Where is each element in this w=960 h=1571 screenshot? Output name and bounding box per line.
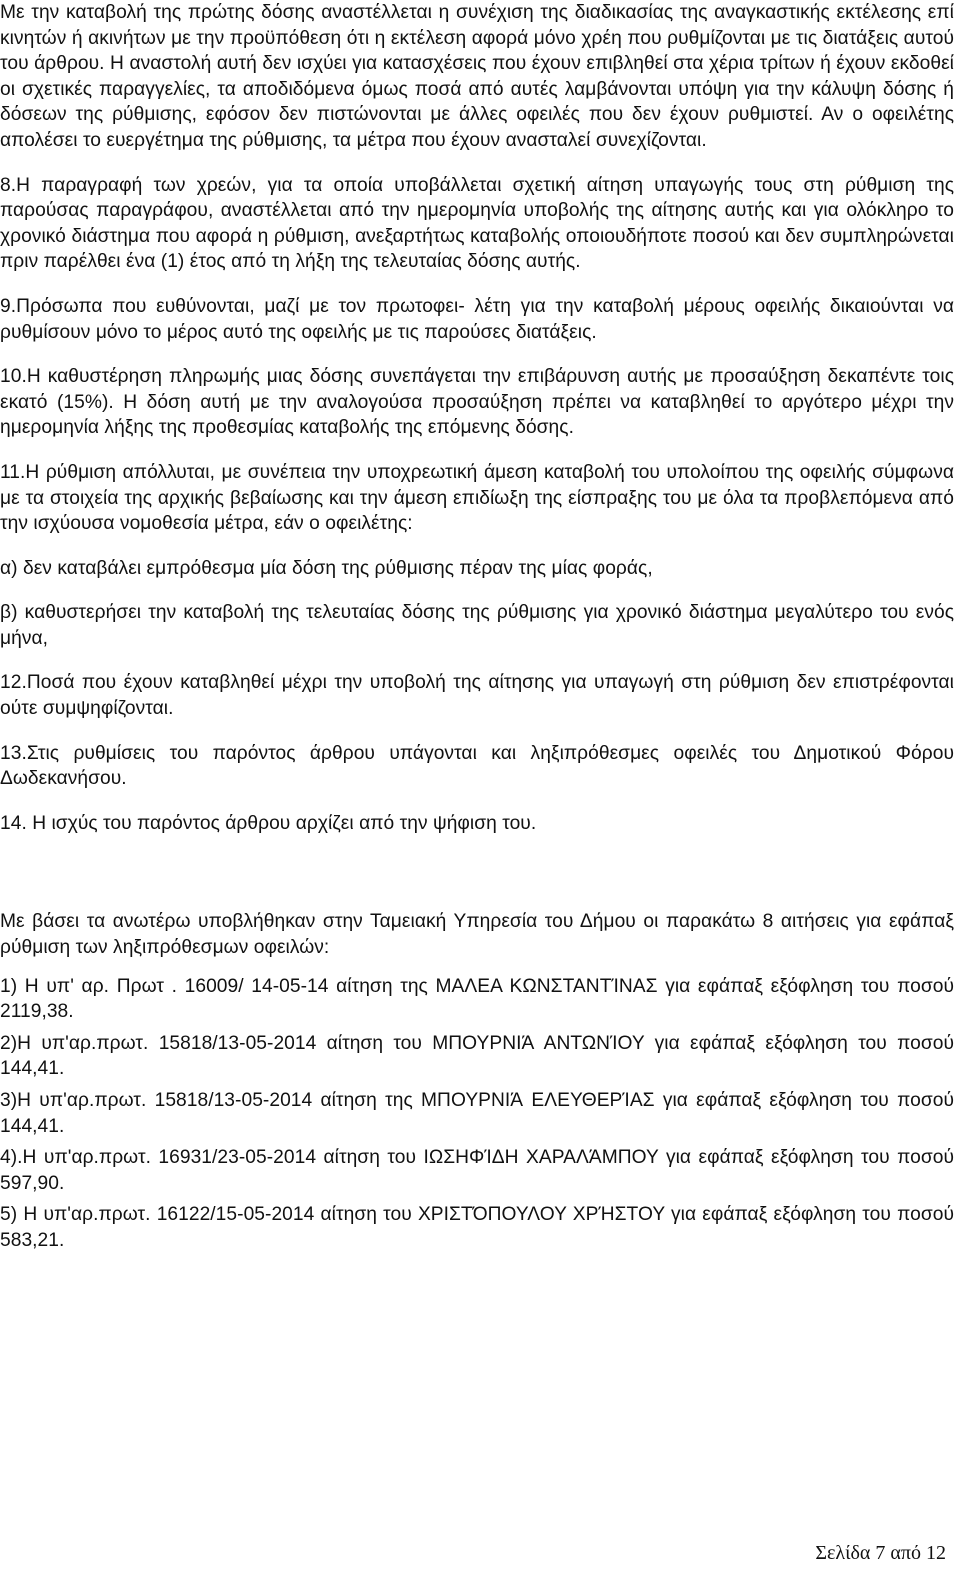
request-item: 1) Η υπ' αρ. Πρωτ . 16009/ 14-05-14 αίτηση της ΜΑΛΕΑ ΚΩΝΣΤΑΝΤΊΝΑΣ για εφάπαξ εξόφληση του ποσού 2119,38. [0, 975, 954, 1023]
paragraph-12: 12.Ποσά που έχουν καταβληθεί μέχρι την υποβολή της αίτησης για υπαγωγή στη ρύθμιση δεν επιστρέφονται ούτε συμψηφίζονται. [0, 672, 954, 720]
request-item: 4).Η υπ'αρ.πρωτ. 16931/23-05-2014 αίτηση του ΙΩΣΗΦΊΔΗ ΧΑΡΑΛΆΜΠΟΥ για εφάπαξ εξόφληση του ποσού 597,90. [0, 1147, 954, 1194]
request-item: 2)Η υπ'αρ.πρωτ. 15818/13-05-2014 αίτηση του ΜΠΟΥΡΝΙΆ ΑΝΤΩΝΊΟΥ για εφάπαξ εξόφληση του ποσού 144,41. [0, 1032, 954, 1080]
paragraph-10: 10.Η καθυστέρηση πληρωμής μιας δόσης συνεπάγεται την επιβάρυνση αυτής με προσαύξηση δεκαπέντε τοις εκατό (15%). Η δόση αυτή με την αναλογούσα προσαύξηση πρέπει να καταβληθεί το αργότερο μέχρι την ημερομηνία λήξης της προθεσμίας καταβολής της επόμενης δόσης. [0, 366, 954, 439]
page-number-footer: Σελίδα 7 από 12 [815, 1542, 946, 1564]
paragraph-8: 8.Η παραγραφή των χρεών, για τα οποία υποβάλλεται σχετική αίτηση υπαγωγής τους στη ρύθμιση της παρούσας παραγράφου, αναστέλλεται από την ημερομηνία υποβολής της αίτησης αυτής και για ολόκληρο το χρονικό διάστημα που αφορά η ρύθμιση, ανεξαρτήτως καταβολής οποιουδήποτε ποσού και δεν συμπληρώνεται πριν παρέλθει ένα (1) έτος από τη λήξη της τελευταίας δόσης αυτής. [0, 174, 954, 273]
requests-intro: Με βάσει τα ανωτέρω υποβλήθηκαν στην Ταμειακή Υπηρεσία του Δήμου οι παρακάτω 8 αιτήσεις για εφάπαξ ρύθμιση των ληξιπρόθεσμων οφειλών: [0, 911, 954, 959]
paragraph-11-a: α) δεν καταβάλει εμπρόθεσμα μία δόση της ρύθμισης πέραν της μίας φοράς, [0, 557, 653, 579]
paragraph-9: 9.Πρόσωπα που ευθύνονται, μαζί με τον πρωτοφει- λέτη για την καταβολή μέρους οφειλής δικαιούνται να ρυθμίσουν μόνο το μέρος αυτό της οφειλής με τις παρούσες διατάξεις. [0, 295, 954, 343]
paragraph-14: 14. Η ισχύς του παρόντος άρθρου αρχίζει από την ψήφιση του. [0, 812, 537, 834]
paragraph-13: 13.Στις ρυθμίσεις του παρόντος άρθρου υπάγονται και ληξιπρόθεσμες οφειλές του Δημοτικού Φόρου Δωδεκανήσου. [0, 742, 954, 790]
paragraph-suspension: Με την καταβολή της πρώτης δόσης αναστέλλεται η συνέχιση της διαδικασίας της αναγκαστικής εκτέλεσης επί κινητών ή ακινήτων με την προϋπόθεση ότι η εκτέλεση αφορά μόνο χρέη που ρυθμίζονται με τις διατάξεις αυτού του άρθρου. Η αναστολή αυτή δεν ισχύει για κατασχέσεις που έχουν επιβληθεί στα χέρια τρίτων ή έχουν εκδοθεί οι σχετικές παραγγελίες, τα αποδιδόμενα όμως ποσά από αυτές λαμβάνονται υπόψη για την κάλυψη δόσης ή δόσεων της ρύθμισης, εφόσον δεν πιστώνονται με άλλες οφειλές που δεν έχουν ρυθμιστεί. Αν ο οφειλέτης απολέσει το ευεργέτημα της ρύθμισης, τα μέτρα που έχουν ανασταλεί συνεχίζονται. [0, 2, 954, 151]
request-item: 3)Η υπ'αρ.πρωτ. 15818/13-05-2014 αίτηση της ΜΠΟΥΡΝΙΆ ΕΛΕΥΘΕΡΊΑΣ για εφάπαξ εξόφληση του ποσού 144,41. [0, 1090, 954, 1137]
paragraph-11-b: β) καθυστερήσει την καταβολή της τελευταίας δόσης της ρύθμισης για χρονικό διάστημα μεγαλύτερο του ενός μήνα, [0, 602, 954, 649]
paragraph-11: 11.Η ρύθμιση απόλλυται, με συνέπεια την υποχρεωτική άμεση καταβολή του υπολοίπου της οφειλής σύμφωνα με τα στοιχεία της αρχικής βεβαίωσης και την άμεση επιδίωξη της είσπραξης του με όλα τα προβλεπόμενα από την ισχύουσα νομοθεσία μέτρα, εάν ο οφειλέτης: [0, 461, 954, 535]
request-item: 5) Η υπ'αρ.πρωτ. 16122/15-05-2014 αίτηση του ΧΡΙΣΤΌΠΟΥΛΟΥ ΧΡΉΣΤΟΥ για εφάπαξ εξόφληση του ποσού 583,21. [0, 1204, 954, 1251]
